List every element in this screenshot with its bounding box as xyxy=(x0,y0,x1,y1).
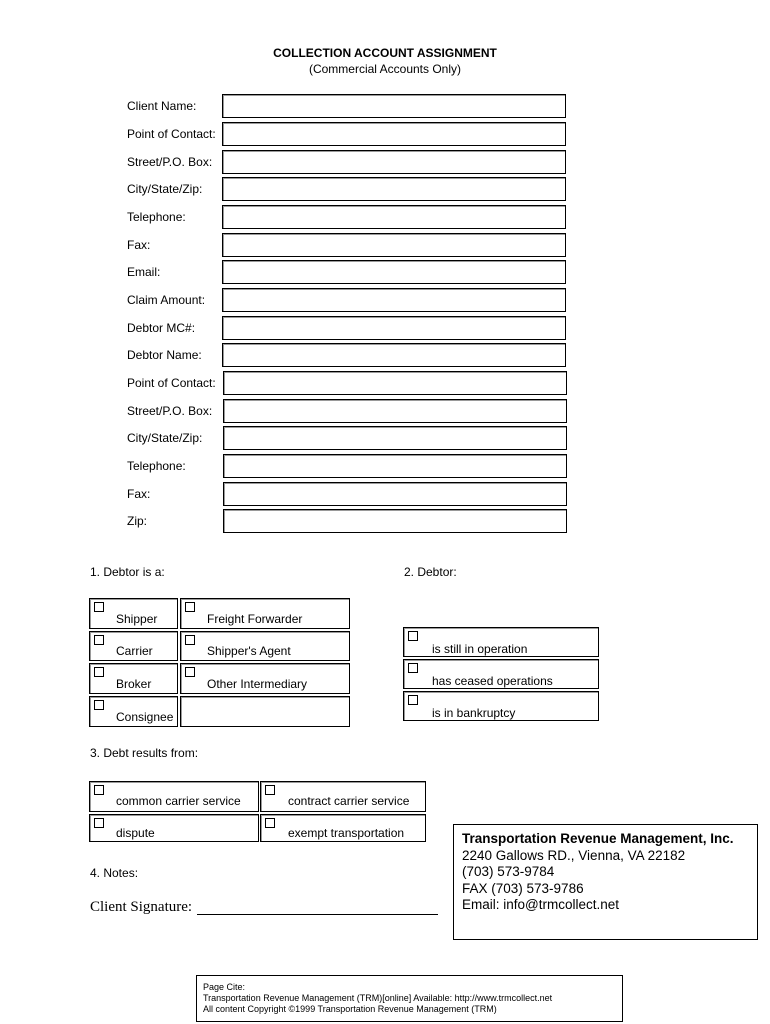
option-label: common carrier service xyxy=(116,794,241,808)
cite-heading: Page Cite: xyxy=(203,982,246,992)
option-label: Broker xyxy=(116,677,152,691)
option-label: dispute xyxy=(116,826,155,840)
option-label: contract carrier service xyxy=(288,794,410,808)
section-1-heading: 1. Debtor is a: xyxy=(90,565,165,579)
field-label: Fax: xyxy=(127,238,151,252)
company-email: Email: info@trmcollect.net xyxy=(462,897,620,912)
option-label: exempt transportation xyxy=(288,826,405,840)
field-label: Client Name: xyxy=(127,99,197,113)
checkbox-icon[interactable] xyxy=(408,631,418,641)
debtor-street-input[interactable] xyxy=(223,399,567,423)
field-debtor-name xyxy=(127,343,577,367)
debtor-mc-input[interactable] xyxy=(222,316,566,340)
option-shippers-agent[interactable] xyxy=(180,631,350,661)
option-label: Freight Forwarder xyxy=(207,612,303,626)
section-3-heading: 3. Debt results from: xyxy=(90,746,199,760)
field-city-state-zip xyxy=(127,177,577,201)
option-label: Shipper's Agent xyxy=(207,644,291,658)
field-email xyxy=(127,260,577,284)
option-label: is still in operation xyxy=(432,642,528,656)
field-label: City/State/Zip: xyxy=(127,182,203,196)
debtor-city-state-zip-input[interactable] xyxy=(223,426,567,450)
option-label: has ceased operations xyxy=(432,674,553,688)
option-shipper[interactable] xyxy=(89,598,178,629)
option-label: Shipper xyxy=(116,612,158,626)
fax-input[interactable] xyxy=(222,233,566,257)
option-label: is in bankruptcy xyxy=(432,706,516,720)
cite-copyright: All content Copyright ©1999 Transportation Revenue Management (TRM) xyxy=(203,1004,497,1014)
option-common-carrier-service[interactable] xyxy=(89,781,259,812)
telephone-input[interactable] xyxy=(222,205,566,229)
company-fax: FAX (703) 573-9786 xyxy=(462,880,584,896)
field-telephone xyxy=(127,205,577,229)
option-in-bankruptcy[interactable] xyxy=(403,691,599,721)
field-label: City/State/Zip: xyxy=(127,431,203,445)
option-dispute[interactable] xyxy=(89,814,259,842)
option-freight-forwarder[interactable] xyxy=(180,598,350,629)
company-phone: (703) 573-9784 xyxy=(462,864,555,879)
checkbox-icon[interactable] xyxy=(265,818,275,828)
form-title: COLLECTION ACCOUNT ASSIGNMENT xyxy=(273,46,497,60)
form-subtitle: (Commercial Accounts Only) xyxy=(308,62,462,76)
field-label: Fax: xyxy=(127,487,151,501)
option-carrier[interactable] xyxy=(89,631,178,661)
debtor-fax-input[interactable] xyxy=(223,482,567,506)
field-label: Debtor MC#: xyxy=(127,321,196,335)
checkbox-icon[interactable] xyxy=(185,602,195,612)
option-contract-carrier-service[interactable] xyxy=(260,781,426,812)
checkbox-icon[interactable] xyxy=(94,785,104,795)
client-name-input[interactable] xyxy=(222,94,566,118)
company-name: Transportation Revenue Management, Inc. xyxy=(462,831,734,846)
field-label: Point of Contact: xyxy=(127,127,216,141)
field-claim-amount xyxy=(127,288,577,312)
field-label: Debtor Name: xyxy=(127,348,202,362)
field-debtor-telephone xyxy=(127,454,577,478)
debtor-zip-input[interactable] xyxy=(223,509,567,533)
field-street xyxy=(127,150,577,174)
option-label: Carrier xyxy=(116,644,153,658)
city-state-zip-input[interactable] xyxy=(222,177,566,201)
field-point-of-contact xyxy=(127,122,577,146)
field-label: Claim Amount: xyxy=(127,293,206,307)
option-empty-cell xyxy=(180,696,350,727)
signature-label: Client Signature: xyxy=(90,899,193,915)
company-info-box xyxy=(453,824,758,940)
claim-amount-input[interactable] xyxy=(222,288,566,312)
company-address: 2240 Gallows RD., Vienna, VA 22182 xyxy=(462,847,686,863)
checkbox-icon[interactable] xyxy=(408,695,418,705)
checkbox-icon[interactable] xyxy=(94,602,104,612)
section-4-heading: 4. Notes: xyxy=(90,866,139,880)
field-debtor-mc xyxy=(127,316,577,340)
field-label: Telephone: xyxy=(127,459,186,473)
option-ceased-operations[interactable] xyxy=(403,659,599,689)
field-label: Point of Contact: xyxy=(127,376,216,390)
field-label: Telephone: xyxy=(127,210,186,224)
checkbox-icon[interactable] xyxy=(94,700,104,710)
debtor-point-of-contact-input[interactable] xyxy=(223,371,567,395)
field-label: Zip: xyxy=(127,514,148,528)
checkbox-icon[interactable] xyxy=(185,667,195,677)
debtor-telephone-input[interactable] xyxy=(223,454,567,478)
field-debtor-fax xyxy=(127,482,577,506)
checkbox-icon[interactable] xyxy=(94,635,104,645)
field-client-name xyxy=(127,94,577,118)
checkbox-icon[interactable] xyxy=(265,785,275,795)
field-label: Street/P.O. Box: xyxy=(127,155,213,169)
field-debtor-zip xyxy=(127,509,577,533)
checkbox-icon[interactable] xyxy=(185,635,195,645)
email-input[interactable] xyxy=(222,260,566,284)
option-other-intermediary[interactable] xyxy=(180,663,350,694)
checkbox-icon[interactable] xyxy=(94,667,104,677)
checkbox-icon[interactable] xyxy=(94,818,104,828)
page-cite-box xyxy=(196,975,623,1022)
checkbox-icon[interactable] xyxy=(408,663,418,673)
option-label: Consignee xyxy=(116,710,174,724)
field-label: Street/P.O. Box: xyxy=(127,404,213,418)
field-debtor-city-state-zip xyxy=(127,426,577,450)
street-input[interactable] xyxy=(222,150,566,174)
option-consignee[interactable] xyxy=(89,696,178,727)
signature-line[interactable] xyxy=(197,914,438,915)
option-still-in-operation[interactable] xyxy=(403,627,599,657)
debtor-name-input[interactable] xyxy=(222,343,566,367)
field-fax xyxy=(127,233,577,257)
option-exempt-transportation[interactable] xyxy=(260,814,426,842)
cite-source: Transportation Revenue Management (TRM)[online] Available: http://www.trmcollect.net xyxy=(203,993,553,1003)
section-2-heading: 2. Debtor: xyxy=(404,565,457,579)
option-broker[interactable] xyxy=(89,663,178,694)
point-of-contact-input[interactable] xyxy=(222,122,566,146)
field-debtor-street xyxy=(127,399,577,423)
option-label: Other Intermediary xyxy=(207,677,308,691)
field-debtor-point-of-contact xyxy=(127,371,577,395)
field-label: Email: xyxy=(127,265,161,279)
